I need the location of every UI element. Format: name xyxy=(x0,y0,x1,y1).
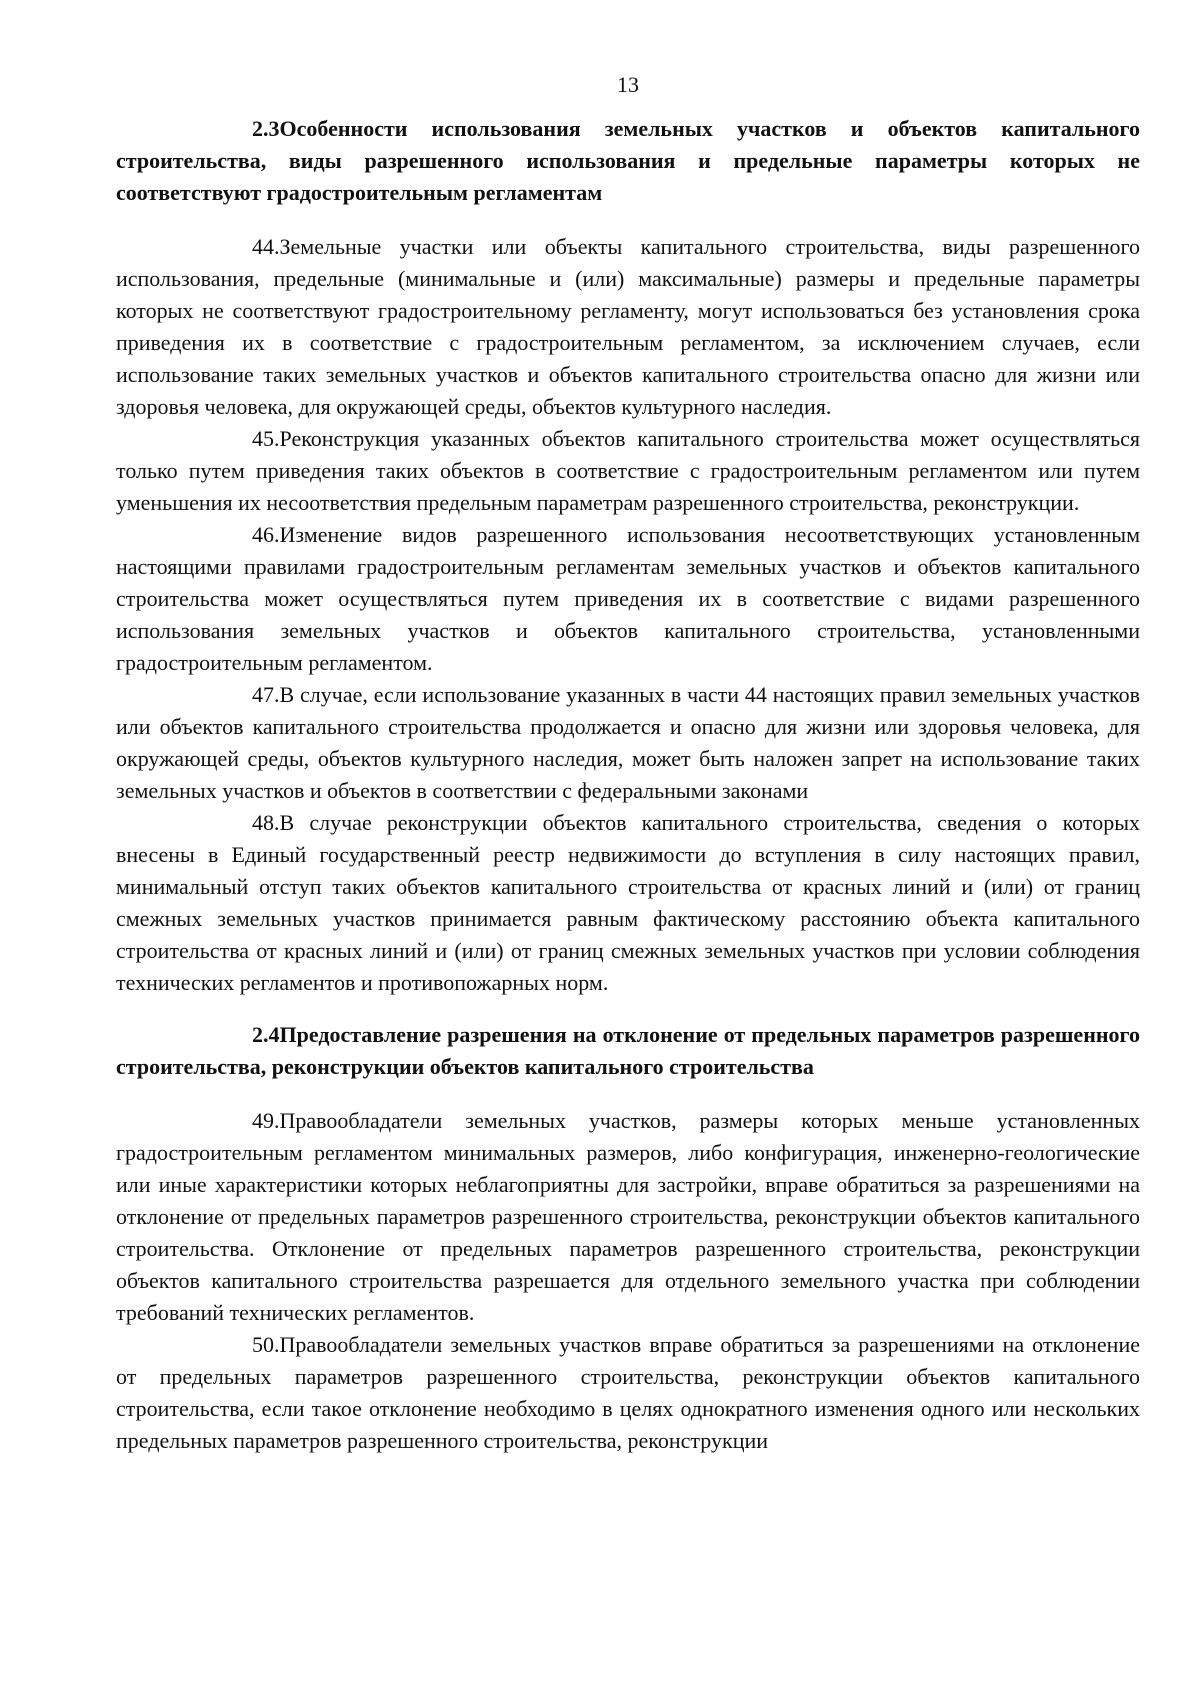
paragraph-text: Правообладатели земельных участков вправе обратиться за разрешениями на отклонение от предельных параметров разрешенного строительства, реконструкции объектов капитального строительства, если такое отклонение необходимо в целях однократного изменения одного или нескольких предельных параметров разрешенного строительства, реконструкции xyxy=(116,1332,1140,1453)
section-2-4-body xyxy=(116,1105,1140,1457)
paragraph-number: 45. xyxy=(252,426,280,451)
paragraph-48 xyxy=(116,807,1140,999)
paragraph-number: 44. xyxy=(252,234,280,259)
paragraph-text: В случае реконструкции объектов капитального строительства, сведения о которых внесены в Единый государственный реестр недвижимости до вступления в силу настоящих правил, минимальный отступ таких объектов капитального строительства от красных линий и (или) от границ смежных земельных участков принимается равным фактическому расстоянию объекта капитального строительства от красных линий и (или) от границ смежных земельных участков при условии соблюдения технических регламентов и противопожарных норм. xyxy=(116,810,1140,995)
paragraph-50 xyxy=(116,1329,1140,1457)
paragraph-text: Изменение видов разрешенного использования несоответствующих установленным настоящими правилами градостроительным регламентам земельных участков и объектов капитального строительства может осуществляться путем приведения их в соответствие с видами разрешенного использования земельных участков и объектов капитального строительства, установленными градостроительным регламентом. xyxy=(116,522,1140,675)
paragraph-number: 49. xyxy=(252,1108,280,1133)
paragraph-46 xyxy=(116,519,1140,679)
paragraph-number: 50. xyxy=(252,1332,280,1357)
section-heading-2-4 xyxy=(116,1019,1140,1083)
paragraph-text: Правообладатели земельных участков, размеры которых меньше установленных градостроительным регламентом минимальных размеров, либо конфигурация, инженерно-геологические или иные характеристики которых неблагоприятны для застройки, вправе обратиться за разрешениями на отклонение от предельных параметров разрешенного строительства, реконструкции объектов капитального строительства. Отклонение от предельных параметров разрешенного строительства, реконструкции объектов капитального строительства разрешается для отдельного земельного участка при соблюдении требований технических регламентов. xyxy=(116,1108,1140,1325)
section-title: Особенности использования земельных участков и объектов капитального строительства, виды разрешенного использования и предельные параметры которых не соответствуют градостроительным регламентам xyxy=(116,116,1140,205)
section-2-3-body xyxy=(116,231,1140,999)
page-content xyxy=(116,113,1140,1457)
section-number: 2.3 xyxy=(252,116,280,141)
section-number: 2.4 xyxy=(252,1022,280,1047)
paragraph-number: 46. xyxy=(252,522,280,547)
paragraph-text: В случае, если использование указанных в части 44 настоящих правил земельных участков или объектов капитального строительства продолжается и опасно для жизни или здоровья человека, для окружающей среды, объектов культурного наследия, может быть наложен запрет на использование таких земельных участков и объектов в соответствии с федеральными законами xyxy=(116,682,1140,803)
paragraph-49 xyxy=(116,1105,1140,1329)
paragraph-44 xyxy=(116,231,1140,423)
page-number: 13 xyxy=(617,72,639,97)
paragraph-text: Реконструкция указанных объектов капитального строительства может осуществляться только путем приведения таких объектов в соответствие с градостроительным регламентом или путем уменьшения их несоответствия предельным параметрам разрешенного строительства, реконструкции. xyxy=(116,426,1140,515)
paragraph-47 xyxy=(116,679,1140,807)
paragraph-number: 47. xyxy=(252,682,280,707)
paragraph-text: Земельные участки или объекты капитального строительства, виды разрешенного использования, предельные (минимальные и (или) максимальные) размеры и предельные параметры которых не соответствуют градостроительному регламенту, могут использоваться без установления срока приведения их в соответствие с градостроительным регламентом, за исключением случаев, если использование таких земельных участков и объектов капитального строительства опасно для жизни или здоровья человека, для окружающей среды, объектов культурного наследия. xyxy=(116,234,1140,419)
section-title: Предоставление разрешения на отклонение от предельных параметров разрешенного строительства, реконструкции объектов капитального строительства xyxy=(116,1022,1140,1079)
section-heading-2-3 xyxy=(116,113,1140,209)
paragraph-number: 48. xyxy=(252,810,280,835)
paragraph-45 xyxy=(116,423,1140,519)
